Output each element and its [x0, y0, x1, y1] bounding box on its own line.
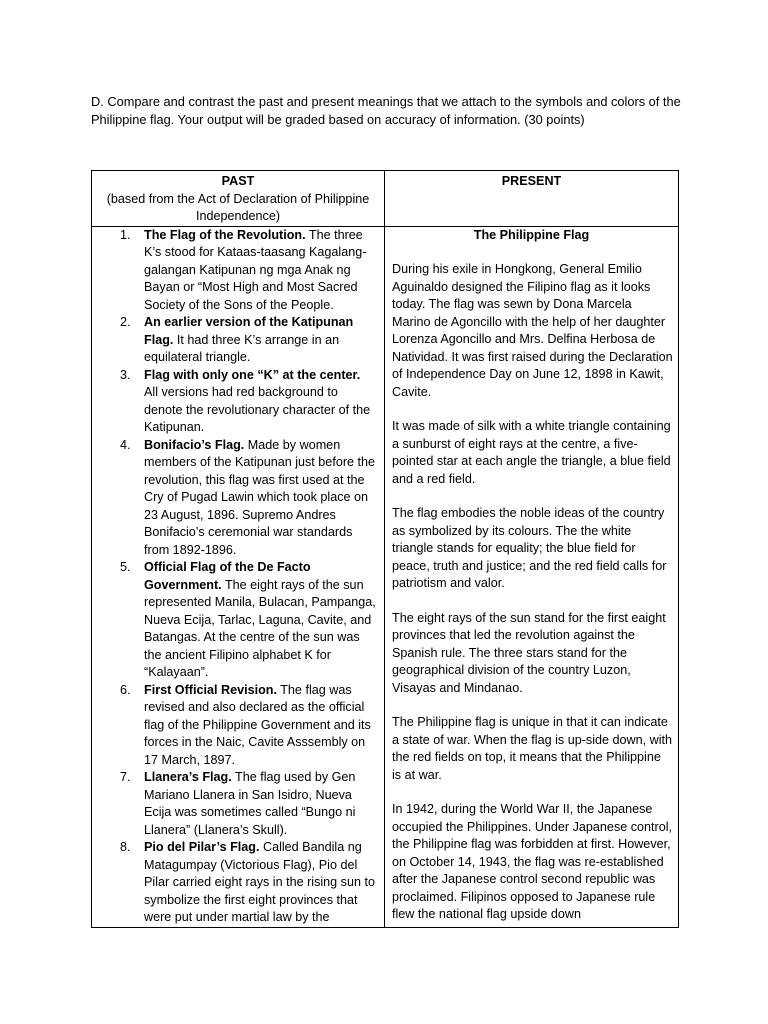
list-item-number: 3. — [120, 367, 131, 382]
list-item-number: 4. — [120, 437, 131, 452]
list-item-text: The flag was revised and also declared as the official flag of the Philippine Government and its forces in the Naic, Cavite Asssembly on 17 March, 1897. — [144, 682, 371, 767]
body-row — [92, 226, 679, 927]
present-paragraph: The flag embodies the noble ideas of the country as symbolized by its colours. The the white triangle stands for equality; the blue field for peace, truth and justice; and the red field calls for patriotism and valor. — [392, 506, 667, 590]
past-list-item — [92, 682, 384, 770]
list-item-number: 1. — [120, 227, 131, 242]
instruction-line-1: D. Compare and contrast the past and present meanings that we attach to the symbols and colors of the — [91, 94, 681, 109]
present-paragraph: It was made of silk with a white triangle containing a sunburst of eight rays at the centre, a five-pointed star at each angle the triangle, a blue field and a red field. — [392, 419, 671, 486]
list-item-text: All versions had red background to denote the revolutionary character of the Katipunan. — [144, 385, 371, 434]
present-paragraph: In 1942, during the World War II, the Japanese occupied the Philippines. Under Japanese control, the Philippine flag was forbidden at first. However, on October 14, 1943, the flag was re-established after the Japanese control second republic was proclaimed. Filipinos opposed to Japanese rule flew the national flag upside down — [392, 802, 673, 921]
list-item-number: 6. — [120, 682, 131, 697]
instruction-line-2: Philippine flag. Your output will be graded based on accuracy of information. (30 points) — [91, 112, 585, 127]
header-row — [92, 171, 679, 227]
list-item-number: 8. — [120, 840, 131, 854]
list-item-title: The Flag of the Revolution. — [144, 227, 306, 242]
past-list-item — [92, 839, 384, 927]
present-paragraph: The eight rays of the sun stand for the first eaight provinces that led the revolution against the Spanish rule. The three stars stand for the geographical division of the country Luzon, Visayas and Mindanao. — [392, 610, 666, 695]
list-item-number: 2. — [120, 315, 131, 329]
list-item-number: 7. — [120, 770, 131, 784]
present-title: The Philippine Flag — [473, 227, 590, 242]
past-list-item — [92, 559, 384, 682]
present-header: PRESENT — [501, 174, 562, 188]
comparison-table — [91, 170, 679, 928]
list-item-title: Official Flag of the De Facto Government. — [144, 560, 311, 592]
present-header-cell — [385, 171, 679, 227]
list-item-text: The three K’s stood for Kataas-taasang Kagalang-galangan Katipunan ng mga Anak ng Bayan or “Most High and Most Sacred Society of the Sons of the People. — [144, 227, 367, 312]
past-header: PAST — [221, 174, 255, 188]
present-body — [385, 261, 678, 924]
past-list-item — [92, 437, 384, 560]
list-item-text: The eight rays of the sun represented Manila, Bulacan, Pampanga, Nueva Ecija, Tarlac, Laguna, Cavite, and Batangas. At the centre of the sun was the ancient Filipino alphabet K for “Kalayaan”. — [144, 577, 376, 679]
list-item-title: Flag with only one “K” at the center. — [144, 367, 361, 382]
past-subheader: (based from the Act of Declaration of Philippine Independence) — [106, 191, 370, 223]
past-list-item — [92, 227, 384, 315]
list-item-number: 5. — [120, 560, 131, 574]
past-list-item — [92, 769, 384, 839]
instruction-text — [91, 93, 681, 129]
past-header-cell — [92, 171, 385, 227]
list-item-title: An earlier version of the Katipunan Flag. — [144, 315, 354, 347]
past-list-item — [92, 367, 384, 437]
list-item-text: Called Bandila ng Matagumpay (Victorious Flag), Pio del Pilar carried eight rays in the rising sun to symbolize the first eight provinces that were put under martial law by the — [144, 840, 375, 924]
present-cell — [385, 226, 679, 927]
present-paragraph: The Philippine flag is unique in that it can indicate a state of war. When the flag is up-side down, with the red fields on top, it means that the Philippine is at war. — [392, 715, 673, 782]
present-paragraph: During his exile in Hongkong, General Emilio Aguinaldo designed the Filipino flag as it looks today. The flag was sewn by Dona Marcela Marino de Agoncillo with the help of her daughter Lorenza Agoncillo and Mrs. Delfina Herbosa de Natividad. It was first raised during the Declaration of Independence Day on June 12, 1898 in Kawit, Cavite. — [392, 262, 673, 399]
list-item-title: Llanera’s Flag. — [144, 770, 232, 784]
list-item-title: Bonifacio’s Flag. — [144, 437, 245, 452]
past-list-item — [92, 314, 384, 367]
list-item-title: Pio del Pilar’s Flag. — [144, 840, 260, 854]
list-item-text: The flag used by Gen Mariano Llanera in San Isidro, Nueva Ecija was sometimes called “Bungo ni Llanera” (Llanera’s Skull). — [144, 770, 356, 837]
list-item-text: It had three K’s arrange in an equilateral triangle. — [144, 332, 340, 364]
past-list — [92, 227, 384, 927]
past-cell — [92, 226, 385, 927]
list-item-title: First Official Revision. — [144, 682, 277, 697]
list-item-text: Made by women members of the Katipunan just before the revolution, this flag was first used at the Cry of Pugad Lawin which took place on 23 August, 1896. Supremo Andres Bonifacio’s ceremonial war standards from 1892-1896. — [144, 437, 376, 557]
